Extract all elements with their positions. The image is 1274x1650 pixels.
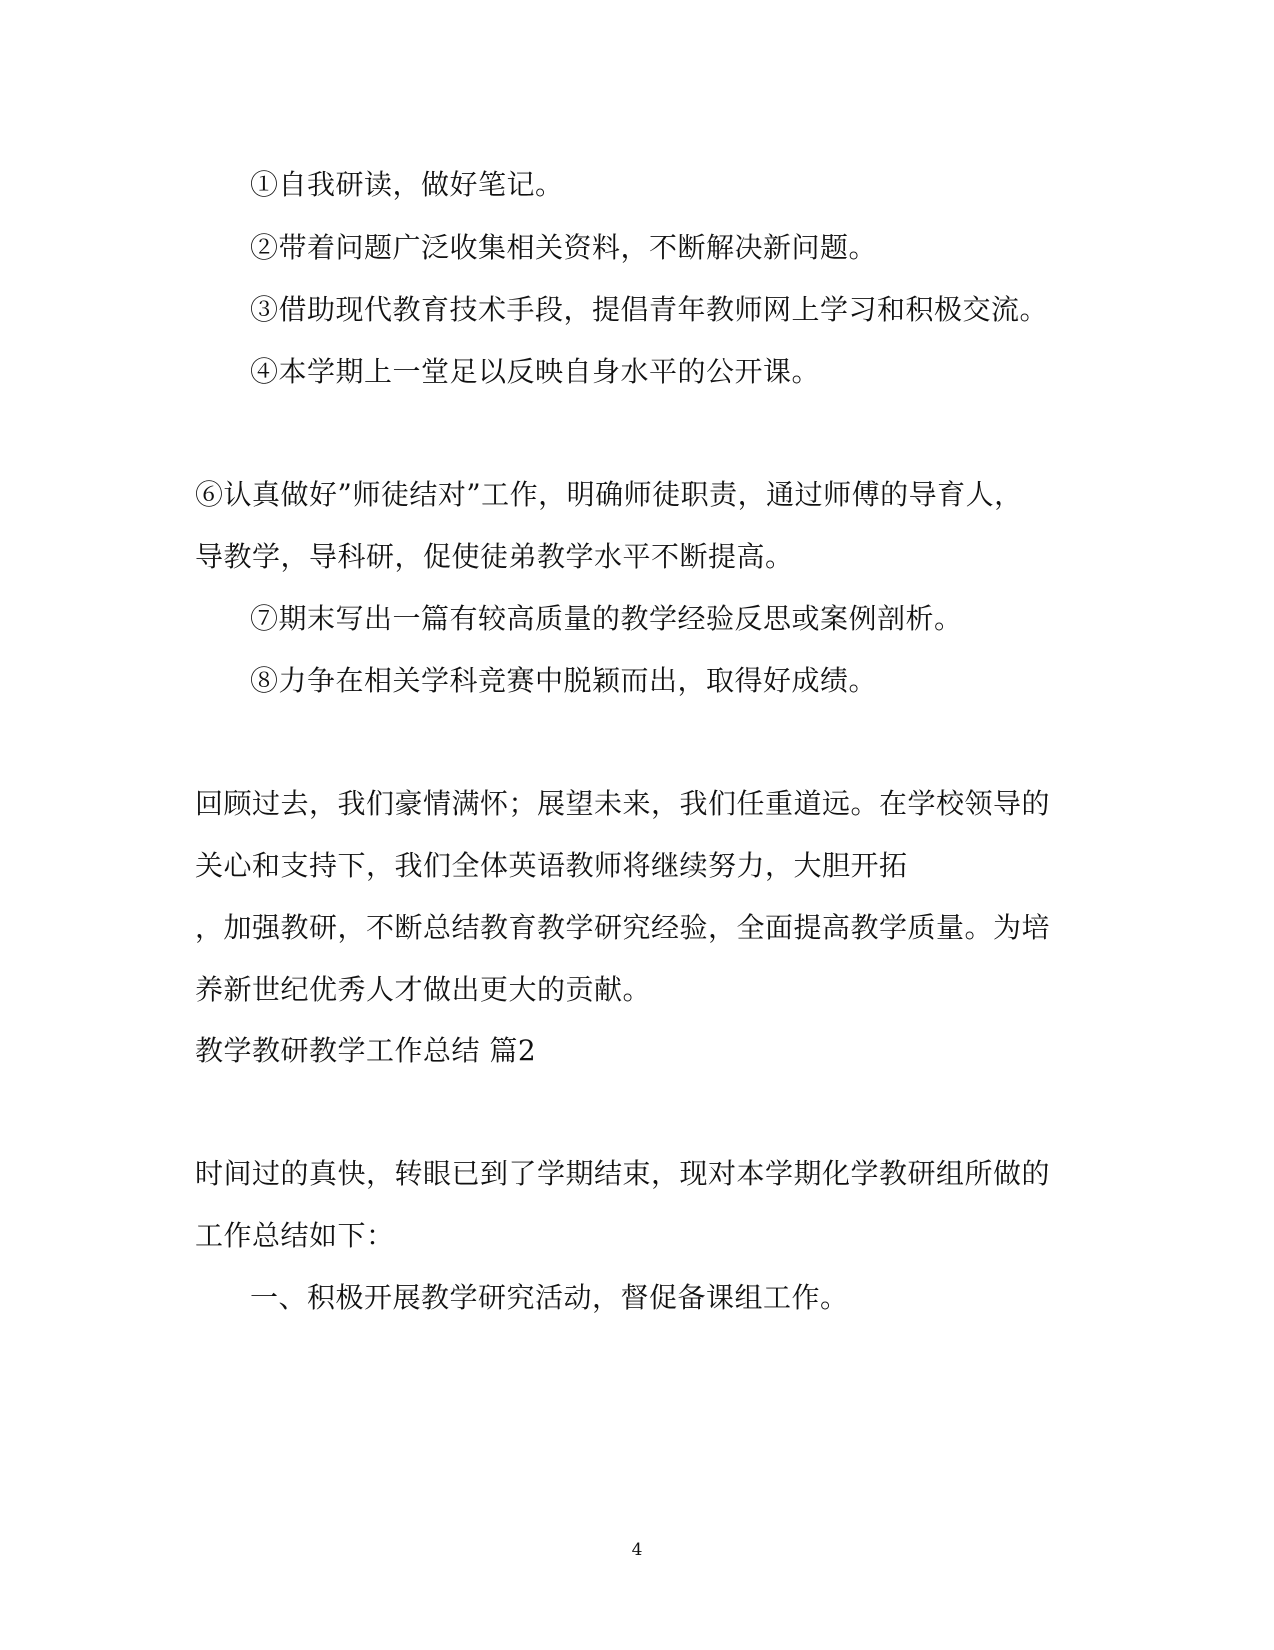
list-item-2: ②带着问题广泛收集相关资料，不断解决新问题。 bbox=[250, 231, 878, 264]
list-item-6-line-2: 导教学，导科研，促使徒弟教学水平不断提高。 bbox=[195, 540, 794, 573]
list-item-6-line-1: ⑥认真做好”师徒结对”工作，明确师徒职责，通过师傅的导育人， bbox=[195, 478, 1023, 511]
closing-paragraph-line-2: 关心和支持下，我们全体英语教师将继续努力，大胆开拓 bbox=[195, 849, 908, 882]
intro-paragraph-line-2: 工作总结如下： bbox=[195, 1219, 395, 1252]
list-item-1: ①自我研读，做好笔记。 bbox=[250, 168, 564, 201]
page-number: 4 bbox=[631, 1540, 643, 1560]
list-item-7: ⑦期末写出一篇有较高质量的教学经验反思或案例剖析。 bbox=[250, 602, 963, 635]
closing-paragraph-line-1: 回顾过去，我们豪情满怀；展望未来，我们任重道远。在学校领导的 bbox=[195, 787, 1051, 820]
list-item-3: ③借助现代教育技术手段，提倡青年教师网上学习和积极交流。 bbox=[250, 293, 1049, 326]
closing-paragraph-line-3: ，加强教研，不断总结教育教学研究经验，全面提高教学质量。为培 bbox=[195, 911, 1051, 944]
intro-paragraph-line-1: 时间过的真快，转眼已到了学期结束，现对本学期化学教研组所做的 bbox=[195, 1157, 1051, 1190]
list-item-8: ⑧力争在相关学科竞赛中脱颖而出，取得好成绩。 bbox=[250, 664, 878, 697]
section-heading: 教学教研教学工作总结 篇2 bbox=[195, 1034, 537, 1067]
list-item-4: ④本学期上一堂足以反映自身水平的公开课。 bbox=[250, 355, 821, 388]
closing-paragraph-line-4: 养新世纪优秀人才做出更大的贡献。 bbox=[195, 973, 652, 1006]
subsection-heading: 一、积极开展教学研究活动，督促备课组工作。 bbox=[250, 1281, 849, 1314]
